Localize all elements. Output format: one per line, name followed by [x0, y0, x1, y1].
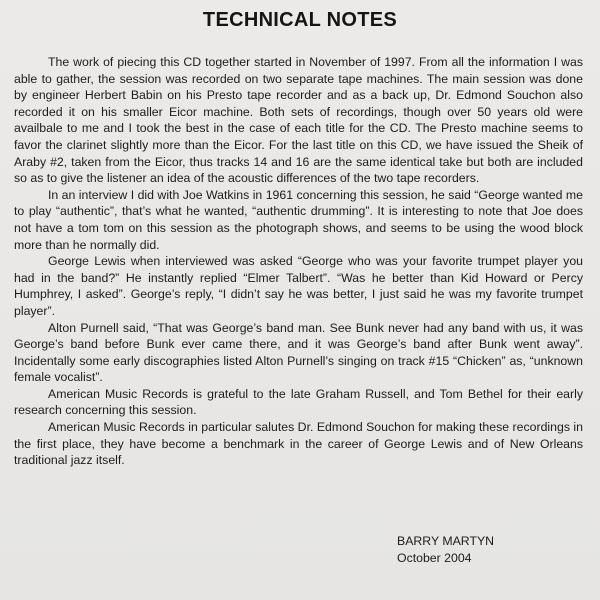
paragraph-alton-purnell: Alton Purnell said, “That was George’s band man. See Bunk never had any band with us, it was George’s band before Bunk ever came there, and it was George’s band after Bunk went away”. Incidentally some early discographies listed Alton Purnell’s singing on track #15 “Chicken” as, “unknown female vocalist”. [14, 320, 583, 385]
signature-block [397, 533, 494, 566]
signature-name: BARRY MARTYN [397, 534, 495, 548]
paragraph-piecing-cd: The work of piecing this CD together started in November of 1997. From all the information I was able to gather, the session was recorded on two separate tape machines. The main session was done by engineer Herbert Babin on his Presto tape recorder and as a back up, Dr. Edmond Souchon also recorded it on his smaller Eicor machine. Both sets of recordings, though over 50 years old were availbale to me and I took the best in the case of each title for the CD. The Presto machine seems to favor the clarinet slightly more than the Eicor. For the last title on this CD, we have issued the Sheik of Araby #2, taken from the Eicor, thus tracks 14 and 16 are the same identical take but both are included so as to give the listener an idea of the acoustic differences of the two tape recorders. [14, 55, 583, 186]
paragraph-joe-watkins: In an interview I did with Joe Watkins in 1961 concerning this session, he said “George wanted me to play “authentic”, that’s what he wanted, “authentic drumming”. It is interesting to note that Joe does not have a tom tom on this session as the photograph shows, and seems to be using the wood block more than he normally did. [14, 187, 583, 252]
notes-body [14, 54, 583, 469]
page-title: TECHNICAL NOTES [202, 9, 398, 31]
paragraph-acknowledgement: American Music Records is grateful to the late Graham Russell, and Tom Bethel for their early research concerning this session. [14, 386, 583, 418]
paragraph-salute-souchon: American Music Records in particular salutes Dr. Edmond Souchon for making these recordings in the first place, they have become a benchmark in the career of George Lewis and of New Orleans traditional jazz itself. [14, 420, 583, 468]
signature-date: October 2004 [397, 550, 472, 565]
paragraph-george-lewis: George Lewis when interviewed was asked “George who was your favorite trumpet player you had in the band?” He instantly replied “Elmer Talbert”. “Was he better than Kid Howard or Percy Humphrey, I asked”. George’s reply, “I didn’t say he was better, I just said he was my favorite trumpet player”. [14, 254, 583, 318]
